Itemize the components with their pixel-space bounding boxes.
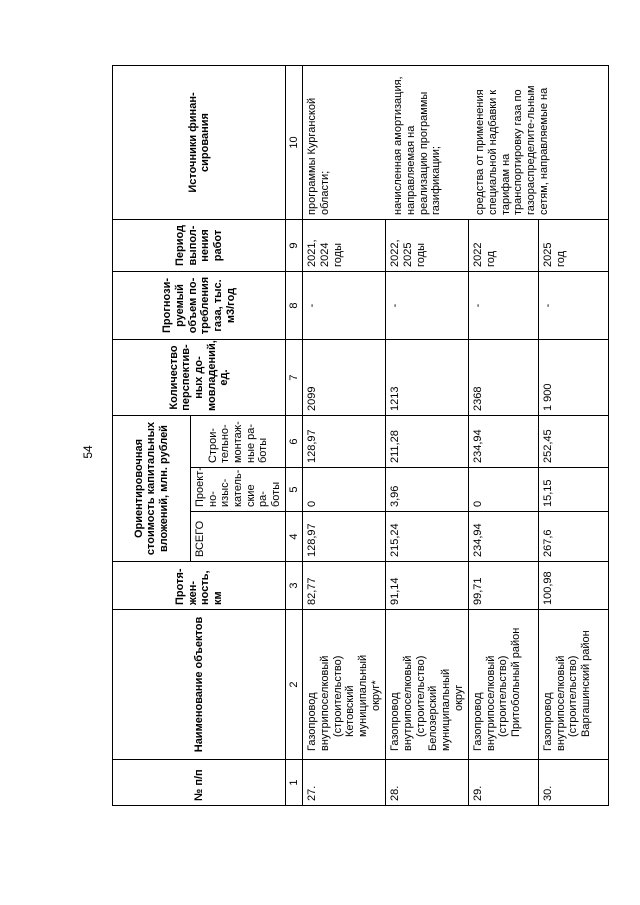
header-gas-volume: Прогнози-руемый объем по-требления газа, тыс. м3/год (113, 272, 286, 340)
header-design: Проект-но-изыс-катель-ские ра-боты (191, 468, 286, 512)
header-investment-group: Ориентировочная стоимость капитальных вложений, млн. рублей (113, 416, 191, 562)
row-period: 2022, 2025 годы (386, 220, 469, 272)
row-households: 2099 (303, 340, 386, 416)
header-no: № п/п (113, 760, 286, 806)
column-number: 10 (286, 66, 303, 220)
column-number-row (286, 66, 303, 806)
row-name: Газопровод внутрипоселковый (строительство) Кетовский муниципальный округ* (303, 610, 386, 760)
row-households: 2368 (469, 340, 539, 416)
column-number: 8 (286, 272, 303, 340)
column-number: 2 (286, 610, 303, 760)
row-design: 0 (303, 468, 386, 512)
column-number: 1 (286, 760, 303, 806)
column-number: 5 (286, 468, 303, 512)
row-length: 100,98 (539, 562, 609, 610)
column-number: 6 (286, 416, 303, 468)
row-gas-volume: - (469, 272, 539, 340)
row-period: 2022 год (469, 220, 539, 272)
row-name: Газопровод внутрипоселковый (строительство) Притобольный район (469, 610, 539, 760)
row-name: Газопровод внутрипоселковый (строительство) Белозерский муниципальный округ (386, 610, 469, 760)
header-total: ВСЕГО (191, 512, 286, 562)
column-number: 9 (286, 220, 303, 272)
column-number: 3 (286, 562, 303, 610)
row-gas-volume: - (539, 272, 609, 340)
row-gas-volume: - (386, 272, 469, 340)
table-row (303, 66, 386, 806)
row-period: 2021, 2024 годы (303, 220, 386, 272)
row-length: 91,14 (386, 562, 469, 610)
row-no: 28. (386, 760, 469, 806)
row-total: 128,97 (303, 512, 386, 562)
row-sources (303, 66, 609, 220)
row-total: 215,24 (386, 512, 469, 562)
row-households: 1 900 (539, 340, 609, 416)
row-construction: 252,45 (539, 416, 609, 468)
header-sources: Источники финан-сирования (113, 66, 286, 220)
column-number: 4 (286, 512, 303, 562)
row-length: 82,77 (303, 562, 386, 610)
header-name: Наименование объектов (113, 610, 286, 760)
row-length: 99,71 (469, 562, 539, 610)
rotated-table-container (112, 66, 593, 806)
source-regional-programs: программы Курганской области; (306, 97, 332, 215)
header-households: Количество перспектив-ных до-мовладений, ед. (113, 340, 286, 416)
gasification-objects-table (112, 65, 609, 806)
page-number: 54 (81, 445, 95, 459)
column-number: 7 (286, 340, 303, 416)
row-gas-volume: - (303, 272, 386, 340)
row-no: 30. (539, 760, 609, 806)
row-total: 267,6 (539, 512, 609, 562)
header-construction: Строи-тельно-монтаж-ные ра-боты (191, 416, 286, 468)
row-design: 0 (469, 468, 539, 512)
row-name: Газопровод внутрипоселковый (строительство) Варгашинский район (539, 610, 609, 760)
row-construction: 211,28 (386, 416, 469, 468)
row-total: 234,94 (469, 512, 539, 562)
header-row-1 (113, 66, 191, 806)
row-design: 3,96 (386, 468, 469, 512)
row-design: 15,15 (539, 468, 609, 512)
header-period: Период выпол-нения работ (113, 220, 286, 272)
row-households: 1213 (386, 340, 469, 416)
row-construction: 128,97 (303, 416, 386, 468)
row-construction: 234,94 (469, 416, 539, 468)
row-no: 29. (469, 760, 539, 806)
row-no: 27. (303, 760, 386, 806)
row-period: 2025 год (539, 220, 609, 272)
header-length: Протя-жен-ность, км (113, 562, 286, 610)
source-depreciation: начисленная амортизация, направляемая на реализацию программы газификации; (392, 76, 443, 215)
source-special-surcharge: средства от применения специальной надбавки к тарифам на транспортировку газа по газораспределите-льным сетям, направляемые на (474, 85, 550, 215)
